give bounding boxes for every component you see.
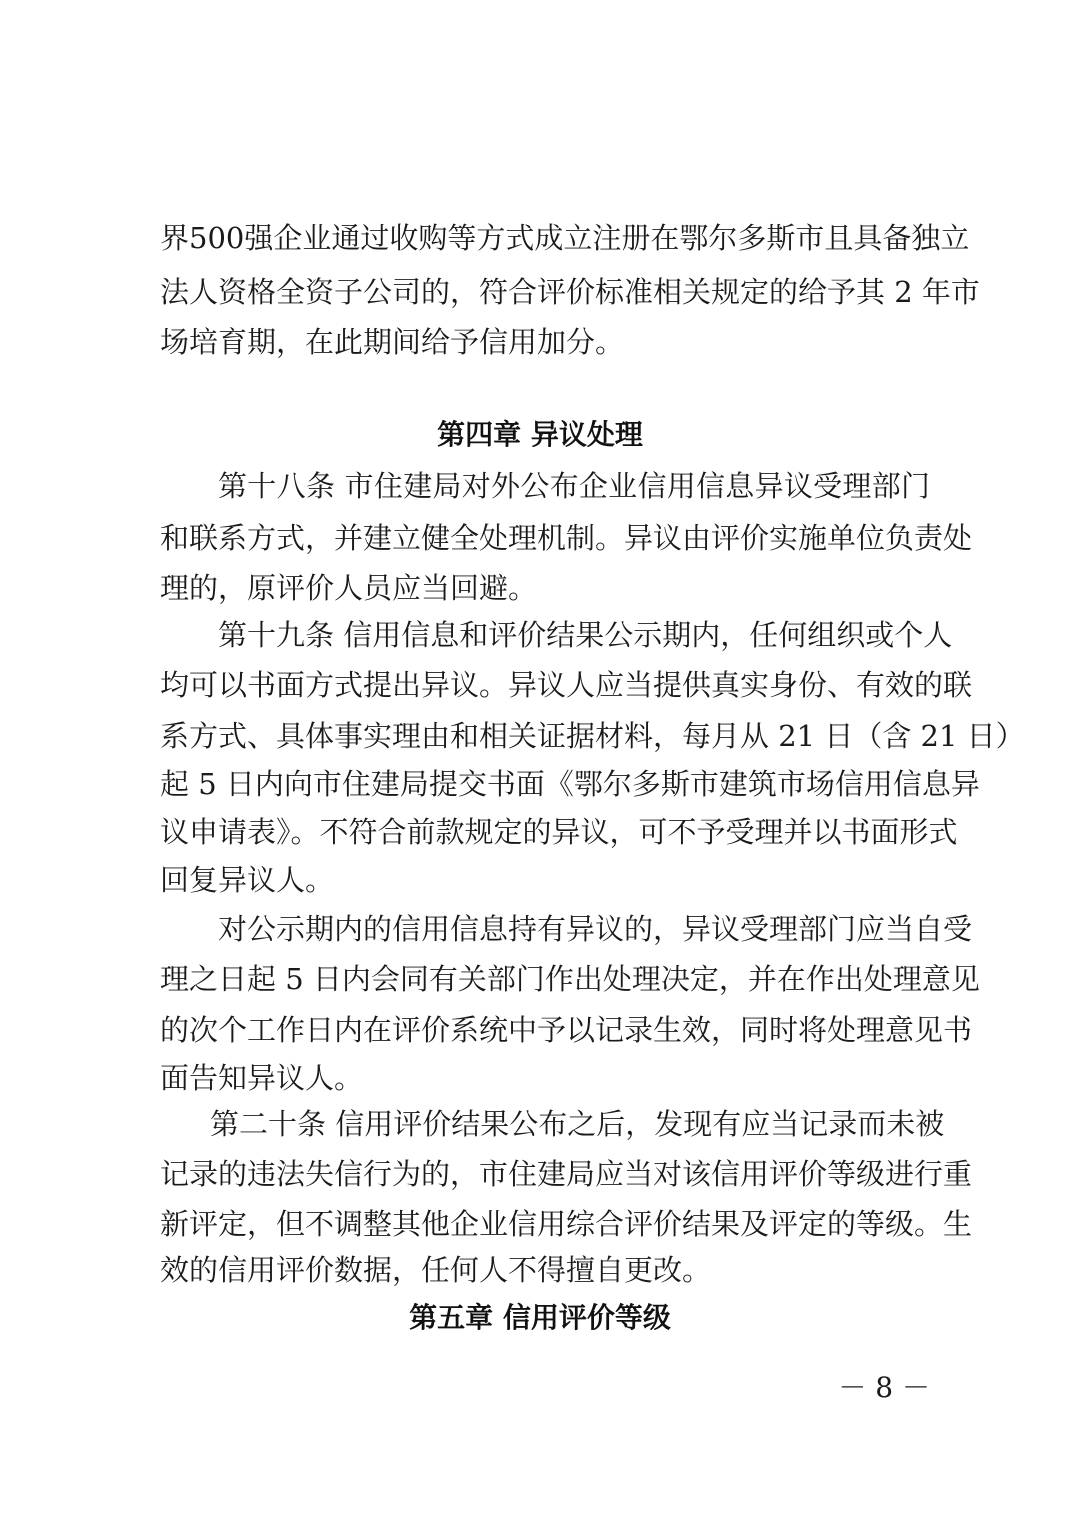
paragraph-line: 记录的违法失信行为的，市住建局应当对该信用评价等级进行重: [160, 1157, 973, 1191]
article-20-first-line: [210, 1104, 945, 1144]
paragraph-line: 界500强企业通过收购等方式成立注册在鄂尔多斯市且具备独立: [160, 221, 970, 255]
page-number: － 8 －: [838, 1371, 930, 1404]
paragraph-line: 法人资格全资子公司的，符合评价标准相关规定的给予其 2 年市: [160, 275, 980, 309]
paragraph-line: 效的信用评价数据，任何人不得擅自更改。: [160, 1253, 712, 1287]
paragraph-line: 场培育期，在此期间给予信用加分。: [160, 325, 625, 359]
paragraph-line: 理的，原评价人员应当回避。: [160, 571, 538, 605]
article-text: 信用信息和评价结果公示期内，任何组织或个人: [343, 618, 953, 652]
paragraph-line: 回复异议人。: [160, 863, 335, 897]
paragraph-line: 对公示期内的信用信息持有异议的，异议受理部门应当自受: [218, 912, 973, 946]
article-18-first-line: [218, 466, 930, 506]
article-text: 信用评价结果公布之后，发现有应当记录而未被: [335, 1107, 945, 1141]
paragraph-line: 均可以书面方式提出异议。异议人应当提供真实身份、有效的联: [160, 668, 973, 702]
paragraph-line: 的次个工作日内在评价系统中予以记录生效，同时将处理意见书: [160, 1013, 973, 1047]
paragraph-line: 起 5 日内向市住建局提交书面《鄂尔多斯市建筑市场信用信息异: [160, 767, 980, 801]
article-19-first-line: [218, 615, 953, 655]
chapter-heading: 第四章 异议处理: [437, 418, 643, 451]
article-text: 市住建局对外公布企业信用信息异议受理部门: [344, 469, 930, 503]
paragraph-line: 理之日起 5 日内会同有关部门作出处理决定，并在作出处理意见: [160, 962, 980, 996]
paragraph-line: 和联系方式，并建立健全处理机制。异议由评价实施单位负责处: [160, 521, 973, 555]
paragraph-line: 议申请表》。不符合前款规定的异议，可不予受理并以书面形式: [160, 815, 958, 849]
article-label: 第十八条: [218, 469, 336, 503]
article-label: 第二十条: [210, 1107, 327, 1141]
article-label: 第十九条: [218, 618, 335, 652]
paragraph-line: 面告知异议人。: [160, 1061, 364, 1095]
chapter-heading: 第五章 信用评价等级: [409, 1301, 671, 1334]
paragraph-line: 新评定，但不调整其他企业信用综合评价结果及评定的等级。生: [160, 1207, 973, 1241]
paragraph-line: 系方式、具体事实理由和相关证据材料，每月从 21 日（含 21 日）: [160, 719, 1025, 753]
